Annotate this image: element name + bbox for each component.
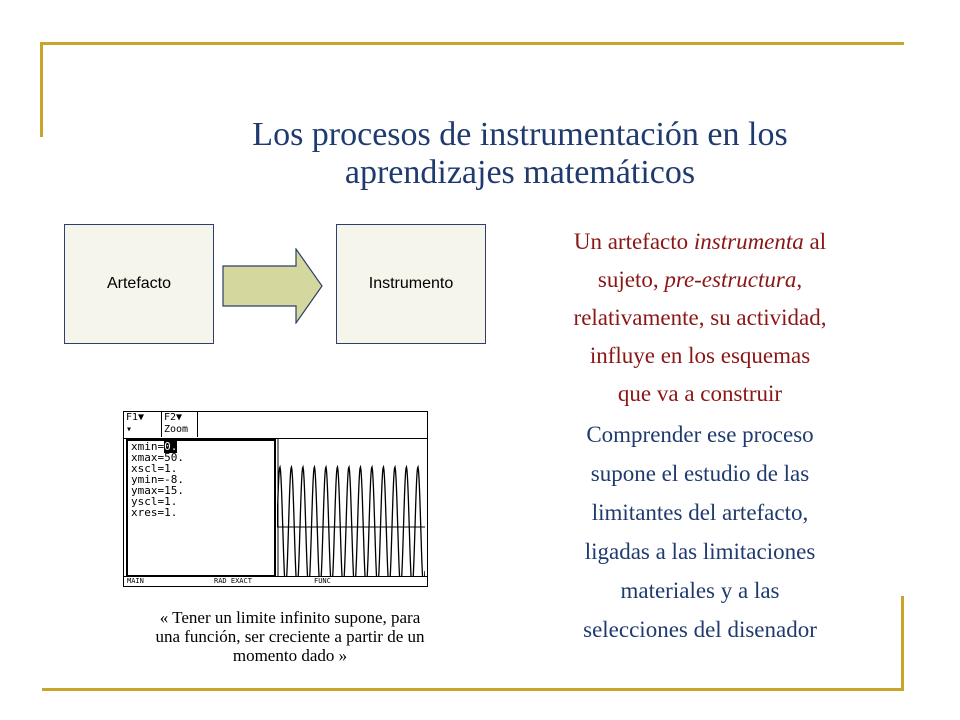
window-var-xres[interactable]: xres=1. bbox=[131, 506, 178, 519]
right-arrow-shape bbox=[222, 248, 324, 324]
frame-top-line bbox=[42, 42, 904, 45]
instrument-definition-text bbox=[500, 223, 900, 413]
frame-left-line bbox=[40, 42, 43, 137]
window-var-xmin[interactable]: xmin=0. bbox=[131, 440, 178, 453]
comprehension-line-3: limitantes del artefacto, bbox=[591, 500, 809, 525]
window-var-ymin[interactable]: ymin=-8. bbox=[131, 473, 184, 486]
comprehension-line-5: materiales y a las bbox=[620, 578, 780, 603]
frame-right-line bbox=[901, 596, 904, 691]
caption-line-3: momento dado » bbox=[232, 646, 348, 665]
comprehension-line-2: supone el estudio de las bbox=[590, 461, 810, 486]
window-var-xmax[interactable]: xmax=50. bbox=[131, 451, 184, 464]
calculator-screen bbox=[123, 411, 428, 587]
comprehension-line-1: Comprender ese proceso bbox=[586, 422, 814, 447]
comprehension-text bbox=[500, 415, 900, 649]
instrumento-label: Instrumento bbox=[368, 275, 454, 292]
window-var-xscl[interactable]: xscl=1. bbox=[131, 462, 178, 475]
input-cursor: 0. bbox=[164, 440, 178, 453]
calculator-status-bar bbox=[124, 576, 427, 586]
slide-title-line-2: aprendizajes matemáticos bbox=[344, 154, 696, 191]
comprehension-line-4: ligadas a las limitaciones bbox=[584, 539, 816, 564]
definition-line-5: que va a construir bbox=[617, 381, 783, 406]
caption-line-2: una función, ser creciente a partir de un bbox=[155, 627, 425, 646]
definition-line-1: Un artefacto instrumenta al bbox=[573, 229, 827, 254]
instrumento-box bbox=[336, 224, 486, 344]
caption-line-1: « Tener un limite infinito supone, para bbox=[159, 608, 421, 627]
calculator-menu-bar bbox=[124, 412, 427, 439]
status-graph-mode: FUNC bbox=[314, 577, 331, 585]
f2-zoom-button[interactable]: F2▼ Zoom bbox=[162, 412, 198, 437]
calculator-caption bbox=[80, 608, 500, 665]
artefacto-box bbox=[64, 224, 214, 344]
slide-title bbox=[150, 116, 890, 192]
artefacto-label: Artefacto bbox=[106, 275, 172, 292]
comprehension-line-6: selecciones del disenador bbox=[583, 617, 817, 642]
frame-bottom-line bbox=[42, 688, 904, 691]
definition-line-3: relativamente, su actividad, bbox=[573, 305, 827, 330]
f1-tools-button[interactable]: F1▼ ▾ bbox=[124, 412, 162, 437]
definition-line-4: influye en los esquemas bbox=[589, 343, 811, 368]
window-var-yscl[interactable]: yscl=1. bbox=[131, 495, 178, 508]
function-graph bbox=[277, 439, 425, 577]
slide-title-line-1: Los procesos de instrumentación en los bbox=[252, 116, 788, 153]
window-variables-panel bbox=[126, 439, 276, 577]
emphasis-instrumenta: instrumenta bbox=[693, 229, 804, 254]
status-angle: RAD EXACT bbox=[214, 577, 252, 585]
emphasis-pre-estructura: pre-estructura bbox=[664, 267, 797, 292]
status-mode: MAIN bbox=[127, 577, 144, 585]
window-var-ymax[interactable]: ymax=15. bbox=[131, 484, 184, 497]
oscillating-curve bbox=[277, 467, 425, 577]
definition-line-2: sujeto, pre-estructura, bbox=[597, 267, 803, 292]
